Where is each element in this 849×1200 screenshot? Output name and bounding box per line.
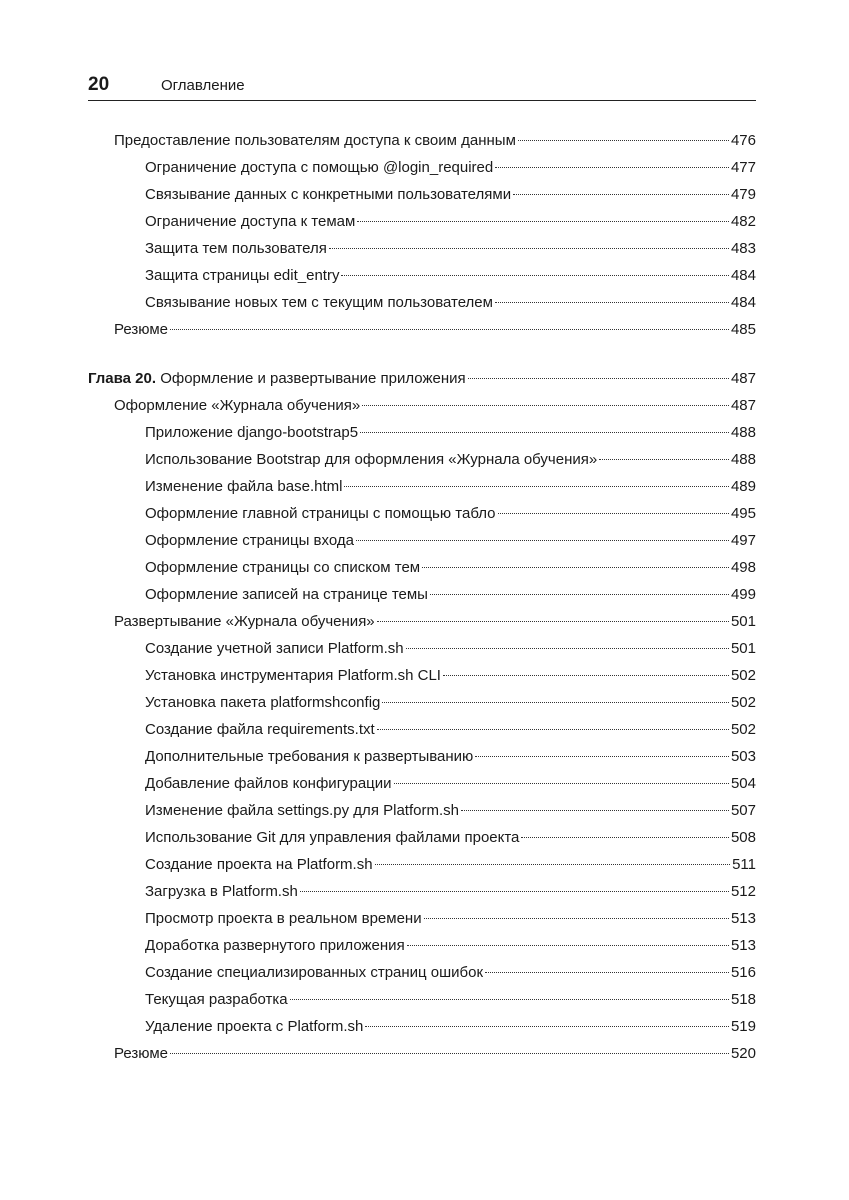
dot-leader (430, 594, 729, 595)
toc-entry-page: 508 (730, 829, 756, 846)
toc-entry-page: 502 (730, 667, 756, 684)
toc-entry-title: Резюме (114, 321, 168, 338)
toc-entry-title: Использование Git для управления файлами проекта (145, 829, 520, 846)
toc-entry-title: Создание файла requirements.txt (145, 721, 375, 738)
toc-entry-title (88, 369, 466, 389)
toc-entry-page: 520 (730, 1045, 756, 1062)
toc-entry-title: Дополнительные требования к развертыванию (145, 748, 474, 765)
toc-entry (145, 504, 756, 524)
toc-entry-page: 484 (730, 294, 756, 311)
toc-entry-page: 507 (730, 802, 756, 819)
dot-leader (170, 329, 729, 330)
dot-leader (362, 405, 729, 406)
toc-entry-title: Оформление главной страницы с помощью табло (145, 505, 496, 522)
dot-leader (498, 513, 729, 514)
toc-entry-title: Текущая разработка (145, 991, 288, 1008)
toc-entry-title: Приложение django-bootstrap5 (145, 424, 359, 441)
dot-leader (518, 140, 729, 141)
toc-entry-title: Ограничение доступа к темам (145, 213, 356, 230)
dot-leader (300, 891, 729, 892)
toc-entry (145, 239, 756, 259)
toc-entry (114, 1044, 756, 1064)
toc-entry (145, 909, 756, 929)
dot-leader (407, 945, 729, 946)
toc-entry-page: 487 (730, 397, 756, 414)
toc-entry-page: 488 (730, 451, 756, 468)
toc-entry-page: 479 (730, 186, 756, 203)
toc-entry-page: 497 (730, 532, 756, 549)
dot-leader (485, 972, 729, 973)
dot-leader (377, 729, 729, 730)
toc-entry-page: 477 (730, 159, 756, 176)
toc-entry (145, 1017, 756, 1037)
dot-leader (360, 432, 729, 433)
toc-entry-title: Удаление проекта с Platform.sh (145, 1018, 364, 1035)
toc-entry-title: Оформление страницы со списком тем (145, 559, 421, 576)
toc-entry-page: 512 (730, 883, 756, 900)
toc-entry-title: Защита тем пользователя (145, 240, 327, 257)
toc-entry (145, 450, 756, 470)
toc-entry-page: 501 (730, 640, 756, 657)
toc-entry (145, 720, 756, 740)
toc-entry (145, 693, 756, 713)
toc-entry (145, 666, 756, 686)
dot-leader (341, 275, 729, 276)
toc-entry-page: 499 (730, 586, 756, 603)
toc-entry (114, 396, 756, 416)
toc-entry-title: Связывание данных с конкретными пользователями (145, 186, 512, 203)
toc-entry (145, 990, 756, 1010)
toc-entry-title: Установка пакета platformshconfig (145, 694, 381, 711)
toc-entry (114, 320, 756, 340)
toc-entry-page: 511 (732, 856, 756, 873)
toc-entry (145, 963, 756, 983)
dot-leader (357, 221, 729, 222)
toc-entry (145, 774, 756, 794)
toc-entry-title: Доработка развернутого приложения (145, 937, 405, 954)
running-title: Оглавление (161, 77, 245, 94)
toc-entry-title: Изменение файла base.html (145, 478, 343, 495)
dot-leader (344, 486, 729, 487)
toc-entry (145, 212, 756, 232)
toc-entry (145, 747, 756, 767)
toc-entry-title: Резюме (114, 1045, 168, 1062)
toc-entry (114, 131, 756, 151)
toc-entry-page: 502 (730, 694, 756, 711)
dot-leader (356, 540, 729, 541)
toc-entry-page: 504 (730, 775, 756, 792)
toc-entry (145, 855, 756, 875)
toc-entry-page: 484 (730, 267, 756, 284)
toc-entry (145, 558, 756, 578)
toc-entry-page: 502 (730, 721, 756, 738)
toc-entry-page: 513 (730, 910, 756, 927)
dot-leader (521, 837, 729, 838)
dot-leader (406, 648, 729, 649)
toc-entry-page: 513 (730, 937, 756, 954)
dot-leader (599, 459, 729, 460)
dot-leader (394, 783, 729, 784)
toc-entry (145, 185, 756, 205)
toc-entry (145, 477, 756, 497)
toc-entry-title: Создание учетной записи Platform.sh (145, 640, 404, 657)
dot-leader (422, 567, 729, 568)
dot-leader (424, 918, 729, 919)
toc-entry (145, 531, 756, 551)
toc-entry-page: 516 (730, 964, 756, 981)
toc-chapter-entry (88, 369, 756, 389)
toc-entry-title: Ограничение доступа с помощью @login_required (145, 159, 494, 176)
dot-leader (495, 302, 729, 303)
toc-entry-title: Развертывание «Журнала обучения» (114, 613, 375, 630)
toc-entry-title: Связывание новых тем с текущим пользователем (145, 294, 493, 311)
dot-leader (495, 167, 729, 168)
chapter-title: Оформление и развертывание приложения (160, 370, 466, 387)
toc-entry (145, 158, 756, 178)
toc-entry (145, 585, 756, 605)
dot-leader (170, 1053, 729, 1054)
dot-leader (513, 194, 729, 195)
toc-entry-page: 519 (730, 1018, 756, 1035)
toc-entry-title: Защита страницы edit_entry (145, 267, 340, 284)
dot-leader (468, 378, 729, 379)
toc-entry (114, 612, 756, 632)
toc-entry-title: Создание специализированных страниц ошибок (145, 964, 484, 981)
toc-entry-page: 489 (730, 478, 756, 495)
toc-entry (145, 828, 756, 848)
toc-entry (145, 639, 756, 659)
dot-leader (377, 621, 729, 622)
dot-leader (461, 810, 729, 811)
toc-entry (145, 936, 756, 956)
toc-entry-page: 488 (730, 424, 756, 441)
toc-entry-title: Использование Bootstrap для оформления «Журнала обучения» (145, 451, 598, 468)
toc-entry (145, 801, 756, 821)
toc-entry-title: Установка инструментария Platform.sh CLI (145, 667, 441, 684)
toc-entry-page: 485 (730, 321, 756, 338)
toc-entry-title: Изменение файла settings.py для Platform.sh (145, 802, 459, 819)
toc-entry-page: 495 (730, 505, 756, 522)
dot-leader (329, 248, 729, 249)
toc-entry-page: 487 (730, 370, 756, 387)
dot-leader (290, 999, 729, 1000)
toc-entry-title: Оформление «Журнала обучения» (114, 397, 361, 414)
toc-entry (145, 423, 756, 443)
toc-entry-page: 518 (730, 991, 756, 1008)
toc-entry-page: 498 (730, 559, 756, 576)
toc-entry-title: Оформление страницы входа (145, 532, 354, 549)
toc-entry-page: 503 (730, 748, 756, 765)
toc-entry-page: 482 (730, 213, 756, 230)
toc-entry-title: Создание проекта на Platform.sh (145, 856, 373, 873)
toc-entry (145, 266, 756, 286)
dot-leader (375, 864, 731, 865)
toc-entry-title: Предоставление пользователям доступа к своим данным (114, 132, 516, 149)
page-number: 20 (88, 74, 110, 95)
dot-leader (382, 702, 729, 703)
toc-entry-title: Добавление файлов конфигурации (145, 775, 392, 792)
dot-leader (475, 756, 729, 757)
dot-leader (443, 675, 729, 676)
toc-entry (145, 882, 756, 902)
chapter-label: Глава 20. (88, 370, 157, 387)
toc-entry-page: 476 (730, 132, 756, 149)
toc-entry-title: Просмотр проекта в реальном времени (145, 910, 422, 927)
toc-entry (145, 293, 756, 313)
toc-entry-title: Оформление записей на странице темы (145, 586, 428, 603)
toc-entry-page: 501 (730, 613, 756, 630)
dot-leader (365, 1026, 729, 1027)
toc-entry-title: Загрузка в Platform.sh (145, 883, 298, 900)
toc-entry-page: 483 (730, 240, 756, 257)
